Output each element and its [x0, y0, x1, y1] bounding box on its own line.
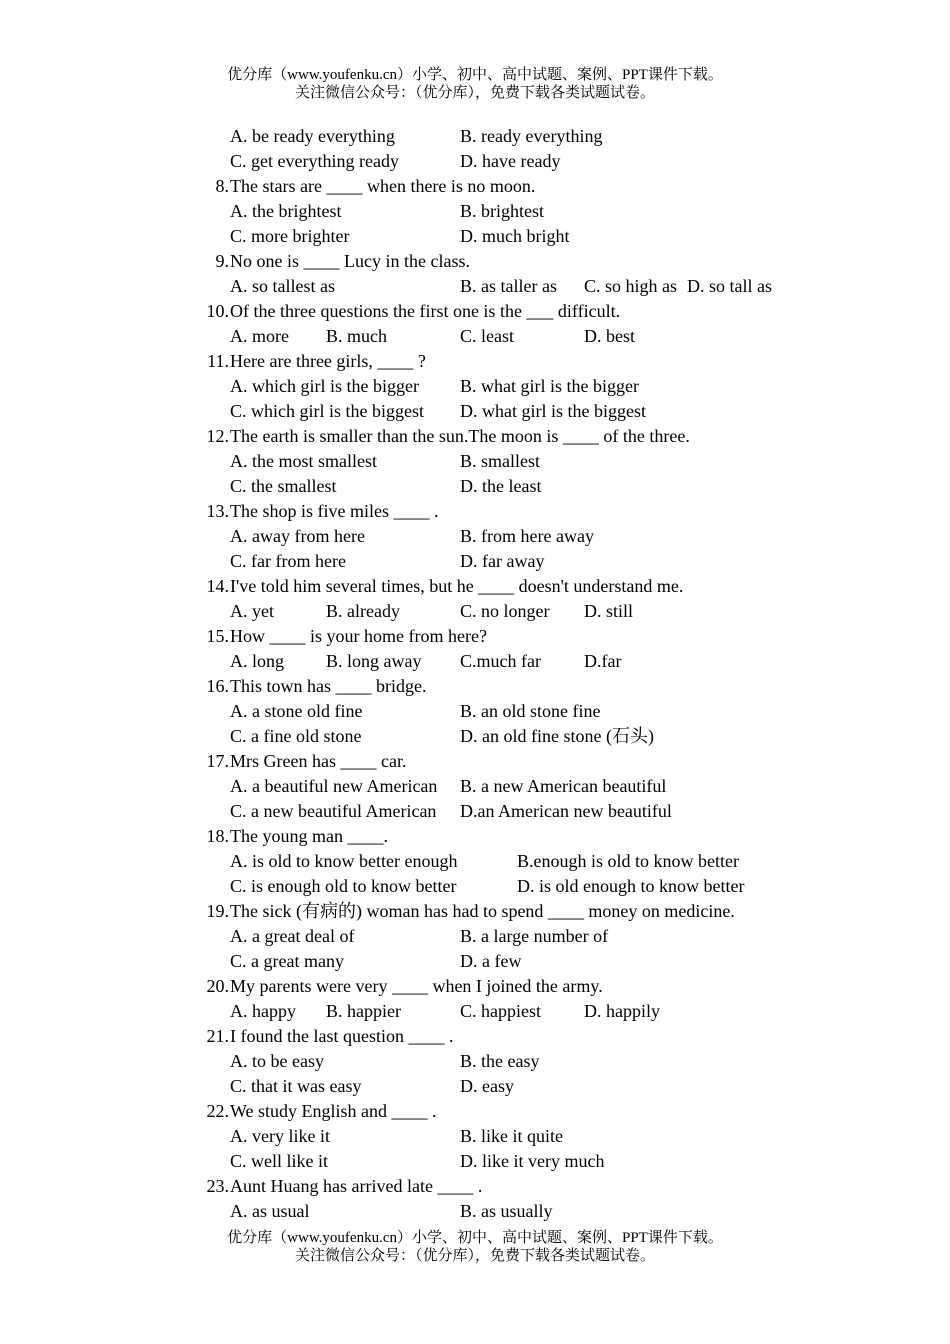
options-row — [0, 949, 950, 974]
option-b: B. long away — [326, 651, 422, 671]
option-c: C. get everything ready — [230, 151, 399, 171]
option-c: C. least — [460, 326, 514, 346]
option-a: A. which girl is the bigger — [230, 376, 419, 396]
question-stem: No one is ____ Lucy in the class. — [230, 251, 470, 271]
option-b: B. as taller as — [460, 276, 557, 296]
option-b: B. an old stone fine — [460, 701, 601, 721]
option-a: A. be ready everything — [230, 126, 395, 146]
option-d: D.far — [584, 651, 622, 671]
options-row — [0, 1149, 950, 1174]
options-row — [0, 124, 950, 149]
options-row — [0, 774, 950, 799]
question-stem: My parents were very ____ when I joined the army. — [230, 976, 603, 996]
question-number: 9. — [215, 251, 229, 271]
option-c: C. that it was easy — [230, 1076, 362, 1096]
option-b: B. happier — [326, 1001, 401, 1021]
question-stem: This town has ____ bridge. — [230, 676, 427, 696]
option-c: C. a new beautiful American — [230, 801, 437, 821]
option-c: C. the smallest — [230, 476, 337, 496]
option-b: B. as usually — [460, 1201, 553, 1221]
option-c: C. which girl is the biggest — [230, 401, 424, 421]
option-c: C. a great many — [230, 951, 344, 971]
option-a: A. away from here — [230, 526, 365, 546]
footer-line-2: 关注微信公众号：（优分库），免费下载各类试题试卷。 — [294, 1248, 655, 1264]
options-row — [0, 924, 950, 949]
option-b: B.enough is old to know better — [517, 851, 739, 871]
option-d: D.an American new beautiful — [460, 801, 672, 821]
option-b: B. brightest — [460, 201, 544, 221]
options-row — [0, 474, 950, 499]
options-row — [0, 1049, 950, 1074]
question-number: 19. — [206, 901, 229, 921]
option-d: D. easy — [460, 1076, 514, 1096]
question-10 — [0, 299, 950, 324]
options-row — [0, 849, 950, 874]
option-d: D. is old enough to know better — [517, 876, 745, 896]
options-row — [0, 599, 950, 624]
question-number: 22. — [206, 1101, 229, 1121]
option-d: D. the least — [460, 476, 542, 496]
question-21 — [0, 1024, 950, 1049]
question-number: 8. — [215, 176, 229, 196]
option-c: C. so high as — [584, 276, 678, 296]
option-b: B. much — [326, 326, 387, 346]
question-stem: Aunt Huang has arrived late ____ . — [230, 1176, 483, 1196]
question-stem: The shop is five miles ____ . — [230, 501, 439, 521]
option-c: C. no longer — [460, 601, 550, 621]
question-stem: Mrs Green has ____ car. — [230, 751, 407, 771]
options-row — [0, 874, 950, 899]
question-number: 16. — [206, 676, 229, 696]
options-row — [0, 399, 950, 424]
question-stem: We study English and ____ . — [230, 1101, 437, 1121]
option-b: B. like it quite — [460, 1126, 563, 1146]
option-a: A. happy — [230, 1001, 296, 1021]
question-number: 20. — [206, 976, 229, 996]
option-b: B. a new American beautiful — [460, 776, 667, 796]
option-d: D. like it very much — [460, 1151, 605, 1171]
options-row — [0, 524, 950, 549]
options-row — [0, 799, 950, 824]
option-a: A. a beautiful new American — [230, 776, 438, 796]
option-d: D. have ready — [460, 151, 561, 171]
option-a: A. so tallest as — [230, 276, 335, 296]
options-row — [0, 1124, 950, 1149]
option-a: A. more — [230, 326, 289, 346]
question-number: 12. — [206, 426, 229, 446]
option-d: D. much bright — [460, 226, 570, 246]
option-a: A. as usual — [230, 1201, 310, 1221]
options-row — [0, 324, 950, 349]
question-14 — [0, 574, 950, 599]
option-a: A. long — [230, 651, 284, 671]
question-stem: The stars are ____ when there is no moon. — [230, 176, 536, 196]
page-header — [0, 66, 950, 102]
question-stem: I've told him several times, but he ____ doesn't understand me. — [230, 576, 684, 596]
option-b: B. the easy — [460, 1051, 540, 1071]
option-b: B. what girl is the bigger — [460, 376, 639, 396]
question-number: 17. — [206, 751, 229, 771]
question-22 — [0, 1099, 950, 1124]
header-line-1: 优分库（www.youfenku.cn）小学、初中、高中试题、案例、PPT课件下载。 — [227, 67, 723, 83]
option-d: D. still — [584, 601, 634, 621]
question-number: 21. — [206, 1026, 229, 1046]
options-row — [0, 649, 950, 674]
question-number: 10. — [206, 301, 229, 321]
option-d: D. what girl is the biggest — [460, 401, 646, 421]
question-16 — [0, 674, 950, 699]
question-9 — [0, 249, 950, 274]
option-b: B. smallest — [460, 451, 540, 471]
question-number: 18. — [206, 826, 229, 846]
question-19 — [0, 899, 950, 924]
option-d: D. so tall as — [687, 276, 772, 296]
option-a: A. is old to know better enough — [230, 851, 458, 871]
option-d: D. far away — [460, 551, 545, 571]
question-20 — [0, 974, 950, 999]
question-13 — [0, 499, 950, 524]
option-a: A. very like it — [230, 1126, 330, 1146]
question-15 — [0, 624, 950, 649]
options-row — [0, 999, 950, 1024]
options-row — [0, 374, 950, 399]
option-c: C. a fine old stone — [230, 726, 362, 746]
option-d: D. best — [584, 326, 635, 346]
option-c: C. well like it — [230, 1151, 328, 1171]
options-row — [0, 149, 950, 174]
question-number: 13. — [206, 501, 229, 521]
option-d: D. an old fine stone (石头) — [460, 726, 654, 746]
option-b: B. ready everything — [460, 126, 603, 146]
option-b: B. already — [326, 601, 400, 621]
question-stem: Here are three girls, ____ ? — [230, 351, 426, 371]
question-stem: How ____ is your home from here? — [230, 626, 487, 646]
question-number: 23. — [206, 1176, 229, 1196]
question-stem: The sick (有病的) woman has had to spend ____ money on medicine. — [230, 901, 735, 921]
option-b: B. from here away — [460, 526, 594, 546]
option-c: C. more brighter — [230, 226, 350, 246]
option-a: A. to be easy — [230, 1051, 324, 1071]
page-footer — [0, 1229, 950, 1265]
option-a: A. the most smallest — [230, 451, 377, 471]
question-18 — [0, 824, 950, 849]
options-row — [0, 699, 950, 724]
question-stem: I found the last question ____ . — [230, 1026, 454, 1046]
options-row — [0, 549, 950, 574]
header-line-2: 关注微信公众号：（优分库），免费下载各类试题试卷。 — [294, 85, 655, 101]
option-a: A. the brightest — [230, 201, 342, 221]
question-8 — [0, 174, 950, 199]
option-a: A. yet — [230, 601, 274, 621]
question-11 — [0, 349, 950, 374]
question-stem: Of the three questions the first one is the ___ difficult. — [230, 301, 621, 321]
footer-line-1: 优分库（www.youfenku.cn）小学、初中、高中试题、案例、PPT课件下载。 — [227, 1230, 723, 1246]
options-row — [0, 224, 950, 249]
options-row — [0, 199, 950, 224]
question-23 — [0, 1174, 950, 1199]
option-c: C. is enough old to know better — [230, 876, 457, 896]
option-c: C.much far — [460, 651, 541, 671]
question-stem: The earth is smaller than the sun.The moon is ____ of the three. — [230, 426, 690, 446]
question-stem: The young man ____. — [230, 826, 388, 846]
option-a: A. a great deal of — [230, 926, 355, 946]
options-row — [0, 449, 950, 474]
option-c: C. far from here — [230, 551, 346, 571]
options-row — [0, 1074, 950, 1099]
option-d: D. a few — [460, 951, 522, 971]
question-number: 14. — [206, 576, 229, 596]
question-list — [0, 124, 950, 1224]
option-d: D. happily — [584, 1001, 660, 1021]
options-row — [0, 724, 950, 749]
question-12 — [0, 424, 950, 449]
option-b: B. a large number of — [460, 926, 609, 946]
option-a: A. a stone old fine — [230, 701, 363, 721]
options-row — [0, 1199, 950, 1224]
question-number: 11. — [207, 351, 229, 371]
options-row — [0, 274, 950, 299]
question-17 — [0, 749, 950, 774]
option-c: C. happiest — [460, 1001, 541, 1021]
question-number: 15. — [206, 626, 229, 646]
